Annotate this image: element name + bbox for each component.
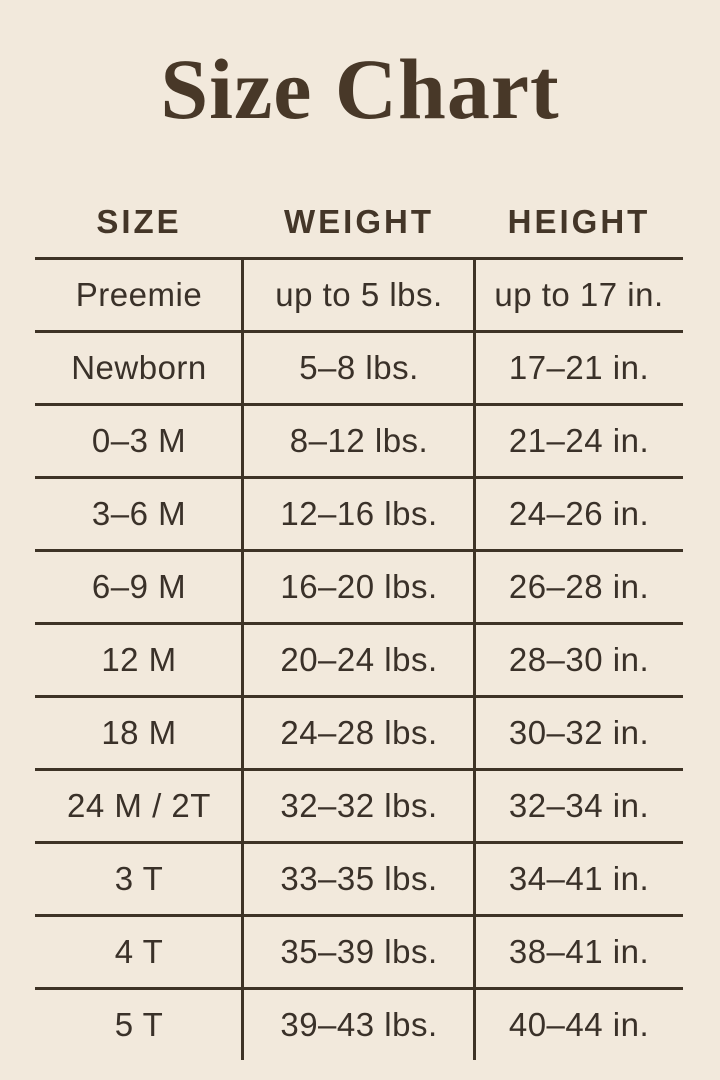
table-cell: Newborn [71, 349, 207, 386]
table-row [35, 841, 683, 914]
table-cell: 26–28 in. [508, 568, 650, 605]
header-height: HEIGHT [507, 202, 651, 240]
table-cell: 3–6 M [91, 495, 187, 532]
table-cell: 39–43 lbs. [280, 1006, 438, 1043]
table-cell: 21–24 in. [508, 422, 650, 459]
table-row [35, 260, 683, 330]
table-row [35, 622, 683, 695]
table-row [35, 549, 683, 622]
table-cell: 32–34 in. [508, 787, 650, 824]
table-header-row [35, 186, 683, 257]
table-body [35, 257, 683, 1060]
column-divider-right [473, 260, 476, 1060]
table-cell: 24–28 lbs. [280, 714, 438, 751]
header-size: SIZE [96, 202, 182, 240]
table-cell: up to 5 lbs. [275, 276, 443, 313]
column-divider-left [241, 260, 244, 1060]
table-cell: 32–32 lbs. [280, 787, 438, 824]
table-cell: 28–30 in. [508, 641, 650, 678]
page-title: Size Chart [160, 41, 560, 137]
table-cell: up to 17 in. [494, 276, 664, 313]
table-cell: 34–41 in. [508, 860, 650, 897]
table-cell: 12–16 lbs. [280, 495, 438, 532]
table-cell: 33–35 lbs. [280, 860, 438, 897]
table-cell: 0–3 M [91, 422, 187, 459]
table-row [35, 476, 683, 549]
table-cell: 12 M [101, 641, 177, 678]
table-cell: 5–8 lbs. [299, 349, 419, 386]
table-cell: 24–26 in. [508, 495, 650, 532]
table-cell: 5 T [114, 1006, 164, 1043]
table-cell: 16–20 lbs. [280, 568, 438, 605]
table-cell: 8–12 lbs. [289, 422, 429, 459]
table-cell: 40–44 in. [508, 1006, 650, 1043]
table-cell: 18 M [101, 714, 177, 751]
table-cell: 4 T [114, 933, 164, 970]
table-cell: 6–9 M [91, 568, 187, 605]
table-cell: 30–32 in. [508, 714, 650, 751]
table-row [35, 768, 683, 841]
table-cell: Preemie [75, 276, 203, 313]
size-chart-table [35, 186, 683, 1060]
table-row [35, 403, 683, 476]
table-cell: 35–39 lbs. [280, 933, 438, 970]
table-cell: 24 M / 2T [67, 787, 211, 824]
header-weight: WEIGHT [284, 202, 434, 240]
table-row [35, 330, 683, 403]
table-cell: 17–21 in. [508, 349, 650, 386]
table-cell: 38–41 in. [508, 933, 650, 970]
table-row [35, 695, 683, 768]
table-row [35, 987, 683, 1060]
table-row [35, 914, 683, 987]
table-cell: 20–24 lbs. [280, 641, 438, 678]
table-cell: 3 T [114, 860, 164, 897]
